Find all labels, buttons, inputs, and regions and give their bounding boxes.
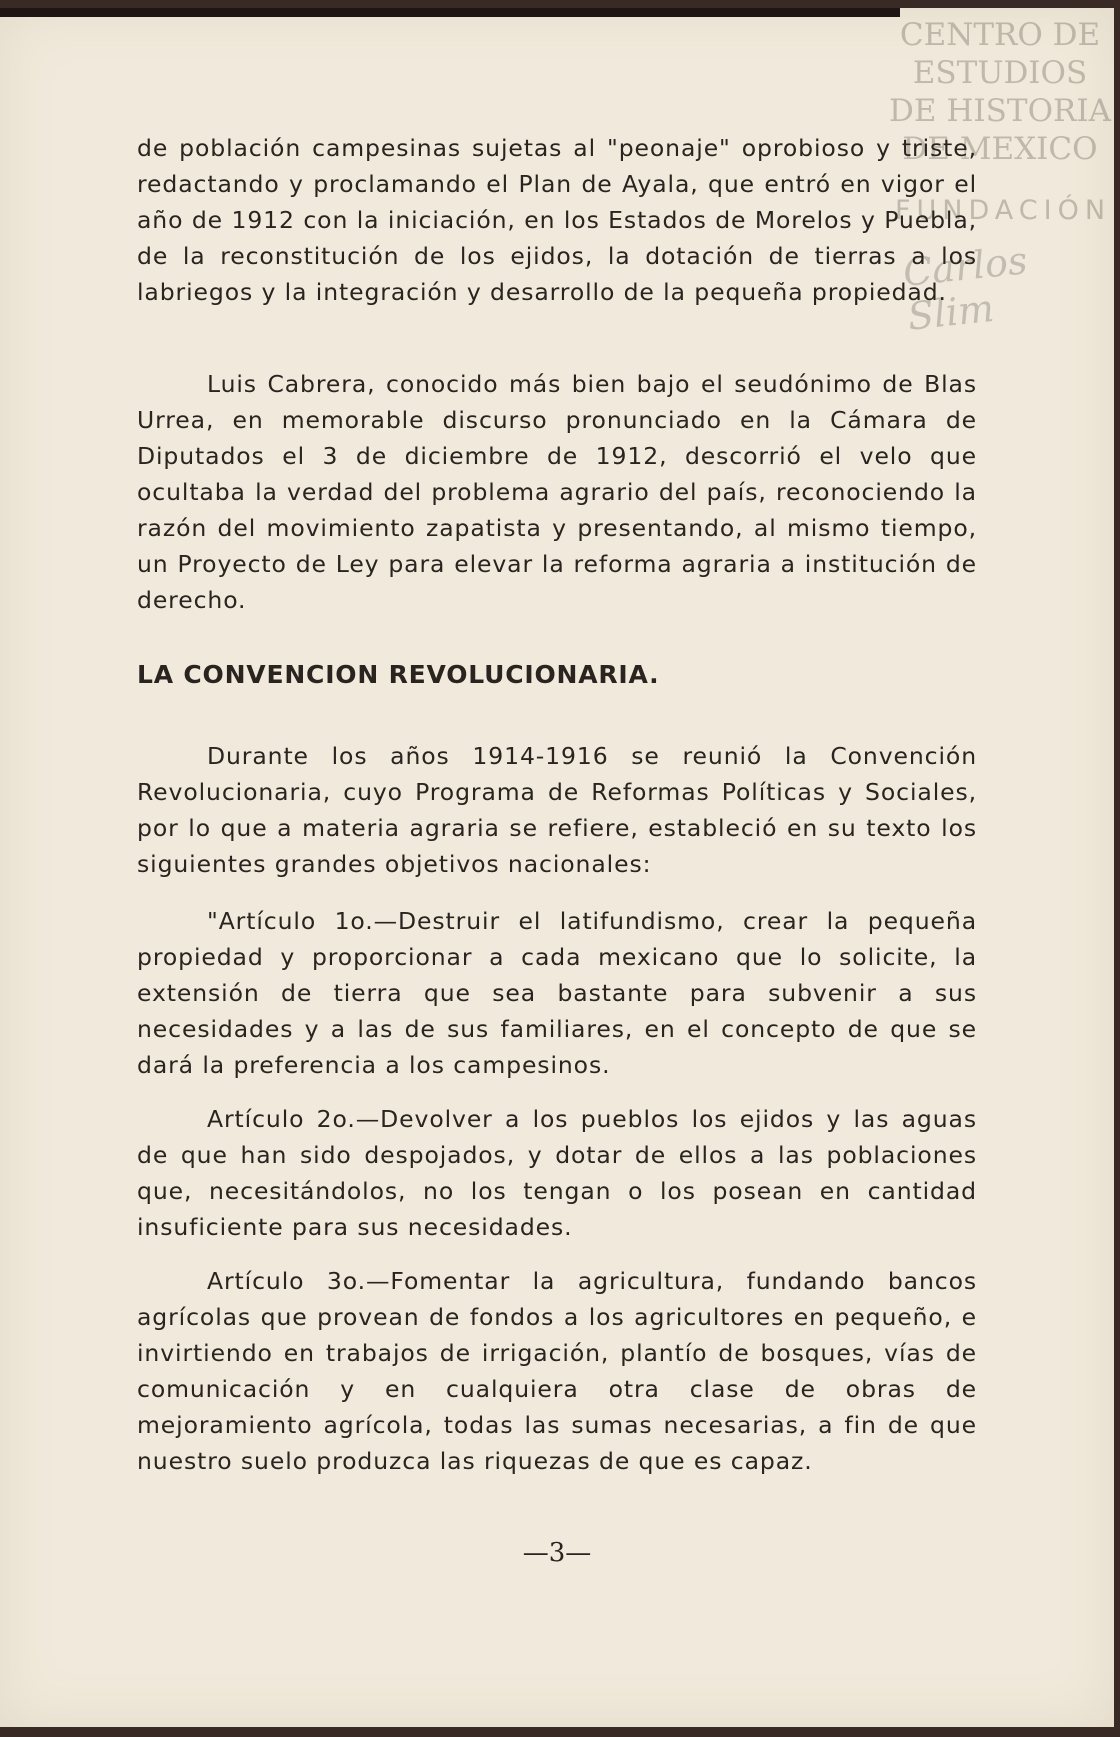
section-heading: LA CONVENCION REVOLUCIONARIA. — [137, 660, 660, 689]
paragraph-articulo-2 — [137, 1101, 977, 1245]
page-top-border — [0, 8, 900, 17]
paragraph-text: Luis Cabrera, conocido más bien bajo el seudónimo de Blas Urrea, en memorable discurso pronunciado en la Cámara de Diputados el 3 de diciembre de 1912, descorrió el velo que ocultaba la verdad del problema agrario del país, reconociendo la razón del movimiento zapatista y presentando, al mismo tiempo, un Proyecto de Ley para elevar la reforma agraria a institución de derecho. — [137, 370, 977, 614]
paragraph-convencion — [137, 738, 977, 882]
page-number: —3— — [522, 1538, 592, 1568]
paragraph-articulo-3 — [137, 1263, 977, 1479]
watermark-signature: Carlos Slim — [900, 238, 1030, 339]
paragraph-articulo-1 — [137, 903, 977, 1083]
paragraph-text: Durante los años 1914-1916 se reunió la Convención Revolucionaria, cuyo Programa de Reformas Políticas y Sociales, por lo que a materia agraria se refiere, estableció en su texto los siguientes grandes objetivos nacionales: — [137, 742, 977, 878]
paragraph-text: de población campesinas sujetas al "peonaje" oprobioso y triste, redactando y proclamando el Plan de Ayala, que entró en vigor el año de 1912 con la iniciación, en los Estados de Morelos y Puebla, de la reconstitución de los ejidos, la dotación de tierras a los labriegos y la integración y desarrollo de la pequeña propiedad. — [137, 134, 977, 306]
paragraph-text: Artículo 3o.—Fomentar la agricultura, fundando bancos agrícolas que provean de fondos a los agricultores en pequeño, e invirtiendo en trabajos de irrigación, plantío de bosques, vías de comunicación y en cualquiera otra clase de obras de mejoramiento agrícola, todas las sumas necesarias, a fin de que nuestro suelo produzca las riquezas de que es capaz. — [137, 1267, 977, 1475]
paragraph-luis-cabrera — [137, 366, 977, 618]
paragraph-text: Artículo 2o.—Devolver a los pueblos los ejidos y las aguas de que han sido despojados, y dotar de ellos a las poblaciones que, necesitándolos, no los tengan o los posean en cantidad insuficiente para sus necesidades. — [137, 1105, 977, 1241]
watermark-line: CENTRO DE — [899, 17, 1101, 53]
paragraph-text: "Artículo 1o.—Destruir el latifundismo, crear la pequeña propiedad y proporcionar a cada mexicano que lo solicite, la extensión de tierra que sea bastante para subvenir a sus necesidades y a las de sus familiares, en el concepto de que se dará la preferencia a los campesinos. — [137, 907, 977, 1079]
watermark-line: DE HISTORIA — [889, 93, 1111, 129]
document-page — [0, 8, 1114, 1727]
watermark-foundation: FUNDACIÓN — [895, 195, 1112, 226]
watermark-line: DE MEXICO — [902, 131, 1098, 167]
paragraph-plan-de-ayala — [137, 130, 977, 310]
watermark-line: ESTUDIOS — [912, 55, 1088, 91]
